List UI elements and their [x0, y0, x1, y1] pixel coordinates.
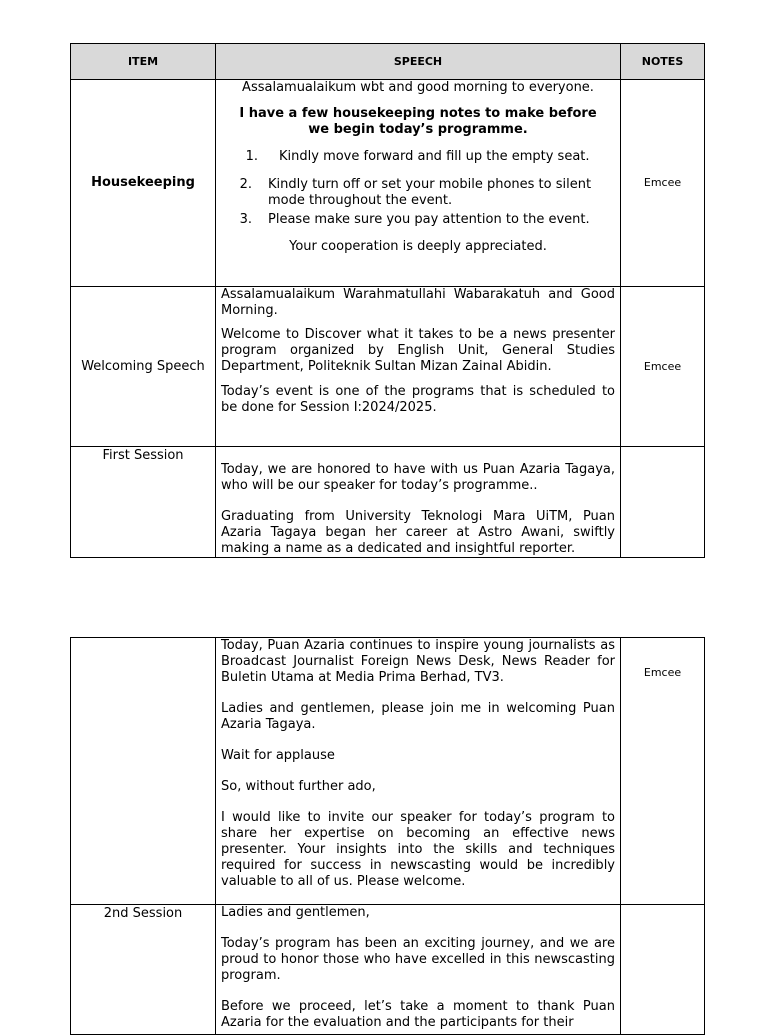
- second-p3: Before we proceed, let’s take a moment to thank Puan Azaria for the evaluation and the participants for their: [221, 999, 615, 1030]
- cont-p4: So, without further ado,: [221, 779, 376, 794]
- first-p1: Today, we are honored to have with us Puan Azaria Tagaya, who will be our speaker for today’s programme..: [221, 462, 615, 493]
- cont-p3: Wait for applause: [221, 748, 335, 763]
- cont-p5: I would like to invite our speaker for today’s program to share her expertise on becoming an effective news presenter. Your insights into the skills and techniques required for success in newscasting would be incredibly valuable to all of us. Please welcome.: [221, 810, 615, 889]
- hk-greeting: Assalamualaikum wbt and good morning to everyone.: [242, 80, 594, 95]
- second-p2: Today’s program has been an exciting journey, and we are proud to honor those who have excelled in this newscasting program.: [221, 936, 615, 983]
- table-row-welcoming: [71, 287, 705, 447]
- list-item: 2. Kindly turn off or set your mobile phones to silent mode throughout the event.: [239, 177, 592, 208]
- item-second-session: 2nd Session: [71, 905, 216, 1035]
- table-row-first-session: [71, 447, 705, 558]
- programme-table-page-2: [70, 637, 705, 1035]
- speech-housekeeping: [216, 80, 621, 287]
- header-row: [71, 44, 705, 80]
- cont-p2: Ladies and gentlemen, please join me in welcoming Puan Azaria Tagaya.: [221, 701, 615, 732]
- notes-welcoming: Emcee: [621, 287, 705, 447]
- second-p1: Ladies and gentlemen,: [221, 905, 370, 920]
- table-row-second-session: [71, 905, 705, 1035]
- header-item: ITEM: [71, 44, 216, 80]
- list-item: 3. Please make sure you pay attention to the event.: [239, 212, 590, 227]
- notes-housekeeping: Emcee: [621, 80, 705, 287]
- header-speech: SPEECH: [216, 44, 621, 80]
- programme-table-page-1: [70, 43, 705, 558]
- hk-closing: Your cooperation is deeply appreciated.: [289, 239, 547, 254]
- item-welcoming: Welcoming Speech: [71, 287, 216, 447]
- notes-first-session: [621, 447, 705, 558]
- welcome-p2: Welcome to Discover what it takes to be a news presenter program organized by English Unit, General Studies Department, Politeknik Sultan Mizan Zainal Abidin.: [221, 327, 615, 374]
- item-first-session: First Session: [71, 447, 216, 558]
- welcome-p1: Assalamualaikum Warahmatullahi Wabarakatuh and Good Morning.: [221, 287, 615, 318]
- speech-second-session: [216, 905, 621, 1035]
- notes-second-session: [621, 905, 705, 1035]
- speech-welcoming: [216, 287, 621, 447]
- hk-list: [221, 149, 615, 228]
- header-notes: NOTES: [621, 44, 705, 80]
- item-housekeeping: Housekeeping: [71, 80, 216, 287]
- welcome-p3: Today’s event is one of the programs that is scheduled to be done for Session I:2024/2025.: [221, 384, 615, 415]
- notes-continuation: Emcee: [621, 638, 705, 905]
- table-row-first-session-cont: [71, 638, 705, 905]
- speech-first-session: [216, 447, 621, 558]
- list-item: 1. Kindly move forward and fill up the empty seat.: [245, 149, 590, 164]
- speech-continuation: [216, 638, 621, 905]
- first-p2: Graduating from University Teknologi Mara UiTM, Puan Azaria Tagaya began her career at Astro Awani, swiftly making a name as a dedicated and insightful reporter.: [221, 509, 615, 556]
- cont-p1: Today, Puan Azaria continues to inspire young journalists as Broadcast Journalist Foreign News Desk, News Reader for Buletin Utama at Media Prima Berhad, TV3.: [221, 638, 615, 685]
- hk-intro: I have a few housekeeping notes to make before we begin today’s programme.: [239, 106, 597, 137]
- table-row-housekeeping: [71, 80, 705, 287]
- item-empty: [71, 638, 216, 905]
